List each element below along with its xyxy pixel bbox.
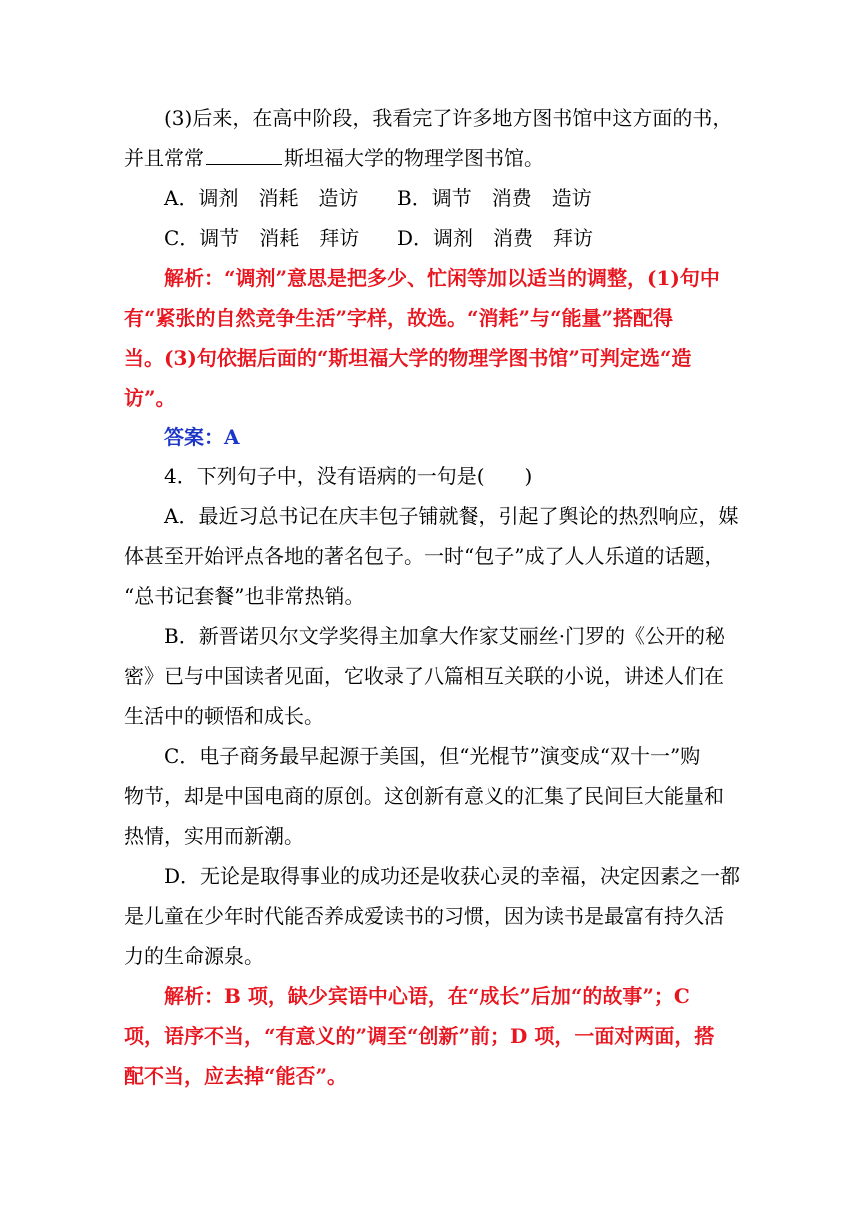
q3-analysis-line-4: 访”。 [124,386,176,410]
q3-answer: 答案：A [164,425,240,449]
q3-analysis-line-1: 解析：“调剂”意思是把多少、忙闲等加以适当的调整，(1)句中 [164,266,720,290]
fill-in-blank [206,146,282,165]
q3-option-a: A．调剂 消耗 造访 [164,186,359,210]
q3-analysis-line-3: 当。(3)句依据后面的“斯坦福大学的物理学图书馆”可判定选“造 [124,346,692,370]
q4-option-c-line-3: 热情，实用而新潮。 [124,824,304,848]
q4-option-b-line-2: 密》已与中国读者见面，它收录了八篇相互关联的小说，讲述人们在 [124,664,724,688]
q3-option-c: C．调节 消耗 拜访 [164,226,360,250]
q4-option-a-line-1: A．最近习总书记在庆丰包子铺就餐，引起了舆论的热烈响应，媒 [164,504,739,528]
q3-text-after-blank: 斯坦福大学的物理学图书馆。 [284,146,544,170]
q3-options-row-1 [164,186,784,210]
q3-option-d: D．调剂 消费 拜访 [397,226,594,250]
q4-option-a-line-3: “总书记套餐”也非常热销。 [124,584,365,608]
q4-stem: 4．下列句子中，没有语病的一句是( ) [164,464,533,488]
q4-option-c-line-1: C．电子商务最早起源于美国，但“光棍节”演变成“双十一”购 [164,744,701,768]
q4-option-d-line-1: D．无论是取得事业的成功还是收获心灵的幸福，决定因素之一都 [164,864,741,888]
q4-analysis-line-2: 项，语序不当，“有意义的”调至“创新”前；D 项，一面对两面，搭 [124,1024,715,1048]
q3-analysis-line-2: 有“紧张的自然竞争生活”字样，故选。“消耗”与“能量”搭配得 [124,306,674,330]
q3-text-line-2 [124,146,744,170]
q4-option-a-line-2: 体甚至开始评点各地的著名包子。一时“包子”成了人人乐道的话题， [124,544,725,568]
q4-analysis-line-1: 解析：B 项，缺少宾语中心语，在“成长”后加“的故事”；C [164,984,690,1008]
q3-options-row-2 [164,226,784,250]
q4-option-b-line-1: B．新晋诺贝尔文学奖得主加拿大作家艾丽丝·门罗的《公开的秘 [164,624,726,648]
q4-option-d-line-3: 力的生命源泉。 [124,944,264,968]
q4-option-c-line-2: 物节，却是中国电商的原创。这创新有意义的汇集了民间巨大能量和 [124,784,724,808]
q4-analysis-line-3: 配不当，应去掉“能否”。 [124,1064,348,1088]
q3-text-before-blank: 并且常常 [124,146,204,170]
q3-text-line-1: (3)后来，在高中阶段，我看完了许多地方图书馆中这方面的书， [164,106,733,130]
q3-option-b: B．调节 消费 造访 [397,186,592,210]
q4-option-b-line-3: 生活中的顿悟和成长。 [124,704,324,728]
q4-option-d-line-2: 是儿童在少年时代能否养成爱读书的习惯，因为读书是最富有持久活 [124,904,724,928]
